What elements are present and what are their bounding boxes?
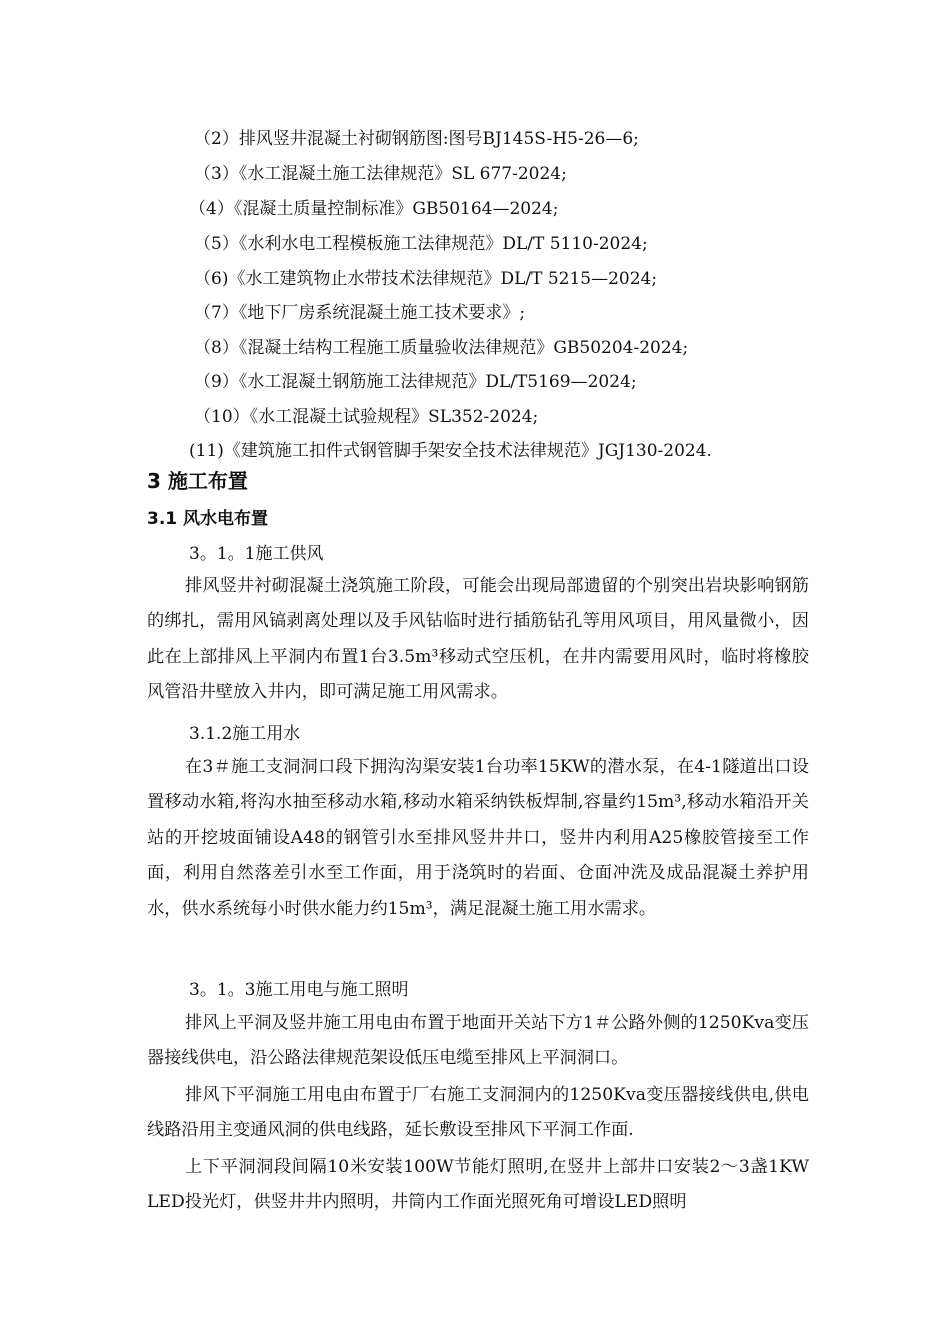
subsection-title-312: 3.1.2施工用水 (189, 724, 301, 744)
reference-item-7: （7）《地下厂房系统混凝土施工技术要求》; (194, 303, 526, 323)
reference-item-10: （10）《水工混凝土试验规程》SL352-2024; (194, 407, 539, 427)
subsection-title-311: 3。1。1施工供风 (189, 544, 324, 564)
section-heading: 3 施工布置 (147, 469, 248, 493)
paragraph-power-lower: 排风下平洞施工用电由布置于厂右施工支洞洞内的1250Kva变压器接线供电,供电线路沿用主变通风洞的供电线路，延长敷设至排风下平洞工作面. (147, 1085, 809, 1141)
reference-item-5: （5）《水利水电工程模板施工法律规范》DL/T 5110-2024; (194, 234, 648, 254)
paragraph-lighting: 上下平洞洞段间隔10米安装100W节能灯照明,在竖井上部井口安装2～3盏1KW LED投光灯，供竖井井内照明，井筒内工作面光照死角可增设LED照明 (147, 1157, 809, 1213)
paragraph-power-upper: 排风上平洞及竖井施工用电由布置于地面开关站下方1＃公路外侧的1250Kva变压器接线供电，沿公路法律规范架设低压电缆至排风上平洞洞口。 (147, 1013, 809, 1069)
reference-item-3: （3）《水工混凝土施工法律规范》SL 677-2024; (194, 164, 567, 184)
subsection-heading: 3.1 风水电布置 (147, 509, 269, 529)
paragraph-air-supply: 排风竖井衬砌混凝土浇筑施工阶段，可能会出现局部遗留的个别突出岩块影响钢筋的绑扎，需用风镐剥离处理以及手风钻临时进行插筋钻孔等用风项目，用风量微小，因此在上部排风上平洞内布置1台3.5m³移动式空压机，在井内需要用风时，临时将橡胶风管沿井壁放入井内，即可满足施工用风需求。 (147, 576, 809, 703)
paragraph-water-supply: 在3＃施工支洞洞口段下拥沟沟渠安装1台功率15KW的潜水泵，在4-1隧道出口设置移动水箱,将沟水抽至移动水箱,移动水箱采纳铁板焊制,容量约15m³,移动水箱沿开关站的开挖坡面铺设A48的钢管引水至排风竖井井口，竖井内利用A25橡胶管接至工作面，利用自然落差引水至工作面，用于浇筑时的岩面、仓面冲洗及成品混凝土养护用水，供水系统每小时供水能力约15m³，满足混凝土施工用水需求。 (147, 757, 809, 919)
reference-item-2: （2）排风竖井混凝土衬砌钢筋图:图号BJ145S-H5-26—6; (194, 129, 639, 149)
reference-item-9: （9）《水工混凝土钢筋施工法律规范》DL/T5169—2024; (194, 372, 637, 392)
reference-item-8: （8）《混凝土结构工程施工质量验收法律规范》GB50204-2024; (194, 338, 689, 358)
reference-item-11: (11)《建筑施工扣件式钢管脚手架安全技术法律规范》JGJ130-2024. (189, 441, 712, 461)
reference-item-4: （4）《混凝土质量控制标准》GB50164—2024; (189, 199, 559, 219)
reference-item-6: （6)《水工建筑物止水带技术法律规范》DL/T 5215—2024; (194, 269, 658, 289)
subsection-title-313: 3。1。3施工用电与施工照明 (189, 980, 409, 1000)
